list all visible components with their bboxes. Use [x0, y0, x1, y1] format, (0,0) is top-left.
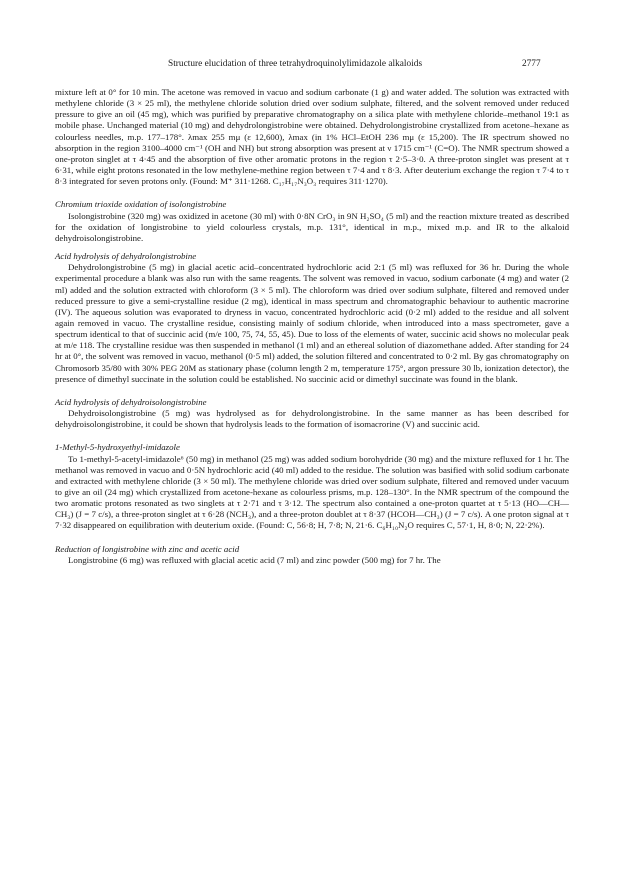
section-heading: Acid hydrolysis of dehydroisolongistrobine	[55, 396, 207, 407]
section-heading: Acid hydrolysis of dehydrolongistrobine	[55, 251, 197, 262]
section-heading: Reduction of longistrobine with zinc and acetic acid	[55, 543, 240, 554]
paragraph: To 1-methyl-5-acetyl-imidazole⁶ (50 mg) in methanol (25 mg) was added sodium borohydride (30 mg) and the mixture refluxed for 1 hr. The methanol was removed in vacuo and 0·5N hydrochloric acid (40 ml) added to the residue. The solution was basified with solid sodium carbonate and extracted with methylene chloride (3 × 50 ml). The methylene chloride was dried over sodium sulphate, filtered and removed under vacuum to give an oil (24 mg) which crystallized from acetone-hexane as colourless prisms, m.p. 128–130°. In the NMR spectrum of the compound the two aromatic protons resonated as two singlets at τ 2·71 and τ 3·12. The spectrum also contained a one-proton quartet at τ 5·13 (HO—CH—CH₃) (J = 7 c/s), a three-proton singlet at τ 6·28 (NCH₃), and a three-proton doublet at τ 8·37 (HCOH—CH₃) (J = 7 c/s). A one proton signal at τ 7·32 disappeared on equilibration with deuterium oxide. (Found: C, 56·8; H, 7·8; N, 21·6. C₆H₁₀N₂O requires C, 57·1, H, 8·0; N, 22·2%).	[55, 453, 569, 531]
paragraph: Longistrobine (6 mg) was refluxed with glacial acetic acid (7 ml) and zinc powder (500 mg) for 7 hr. The	[68, 554, 441, 565]
running-title: Structure elucidation of three tetrahydroquinolylimidazole alkaloids	[168, 59, 423, 69]
paragraph: Dehydrolongistrobine (5 mg) in glacial acetic acid–concentrated hydrochloric acid 2:1 (5 ml) was refluxed for 36 hr. During the whole experimental procedure a blank was also run with the same reagents. The solvent was removed in vacuo, sodium carbonate (4 mg) and water (2 ml) added and the solution extracted with chloroform (3 × 5 ml). The chloroform was dried over sodium sulphate, filtered and removed under reduced pressure to give a semi-crystalline residue (2 mg), identical in mass spectrum and chromatographic behaviour to authentic macrorine (IV). The aqueous solution was evaporated to dryness in vacuo, concentrated hydrochloric acid (0·2 ml) added to the residue and all solvent again removed in vacuo. The crystalline residue, consisting mainly of sodium chloride, when introduced into a mass spectrometer, gave a spectrum identical to that of succinic acid (m/e 100, 75, 74, 55, 45). Due to loss of the elements of water, succinic acid shows no molecular peak at m/e 118. The crystalline residue was then suspended in methanol (1 ml) and an ethereal solution of diazomethane added. After standing for 24 hr at 0°, the solvent was removed in vacuo, methanol (0·5 ml) added, the solution filtered and concentrated to 0·2 ml. By gas chromatography on Chromosorb 35/80 with 30% PEG 20M as stationary phase (column length 2 m, temperature 175°, argon pressure 30 lb, ionization detector), the presence of dimethyl succinate in the solution could be established. No succinic acid or dimethyl succinate was found in the blank.	[55, 262, 569, 384]
section-heading: Chromium trioxide oxidation of isolongistrobine	[55, 199, 227, 210]
running-header	[0, 59, 624, 73]
section-heading: 1-Methyl-5-hydroxyethyl-imidazole	[55, 442, 180, 453]
paragraph: Dehydroisolongistrobine (5 mg) was hydrolysed as for dehydrolongistrobine. In the same manner as has been described for dehydroisolongistrobine, it could be shown that hydrolysis leads to the formation of isomacrorine (V) and succinic acid.	[55, 408, 569, 430]
page-number: 2777	[522, 59, 541, 69]
paragraph: Isolongistrobine (320 mg) was oxidized in acetone (30 ml) with 0·8N CrO₃ in 9N H₂SO₄ (5 ml) and the reaction mixture treated as described for the oxidation of longistrobine to yield colourless crystals, m.p. 131°, identical in m.p., mixed m.p. and IR to the alkaloid dehydroisolongistrobine.	[55, 210, 569, 243]
paragraph-continuation: mixture left at 0° for 10 min. The acetone was removed in vacuo and sodium carbonate (1 g) and water added. The solution was extracted with methylene chloride (3 × 25 ml), the methylene chloride solution dried over sodium sulphate, filtered, and the solvent removed under reduced pressure to give an oil (45 mg), which was purified by preparative chromatography on a silica plate with methylene chloride–methanol 19:1 as mobile phase. Unchanged material (10 mg) and dehydrolongistrobine were obtained. Dehydrolongistrobine crystallized from acetone–hexane as colourless needles, m.p. 177–178°. λmax 255 mμ (ε 12,600), λmax (in 1% HCl–EtOH 236 mμ (ε 15,200). The IR spectrum showed no absorption in the region 3100–4000 cm⁻¹ (OH and NH) but strong absorption was present at ν 1715 cm⁻¹ (C=O). The NMR spectrum showed a one-proton singlet at τ 4·45 and the absorption of five other aromatic protons in the region τ 2·5–3·0. A three-proton singlet was present at τ 6·31, while eight protons resonated in the low methylene-methine region between τ 7·4 and τ 8·3. After deuterium exchange the region τ 7·4 to τ 8·3 integrated for seven protons only. (Found: M⁺ 311·1268. C₁₇H₁₇N₃O₃ requires 311·1270).	[55, 87, 569, 187]
article-body	[55, 87, 569, 566]
